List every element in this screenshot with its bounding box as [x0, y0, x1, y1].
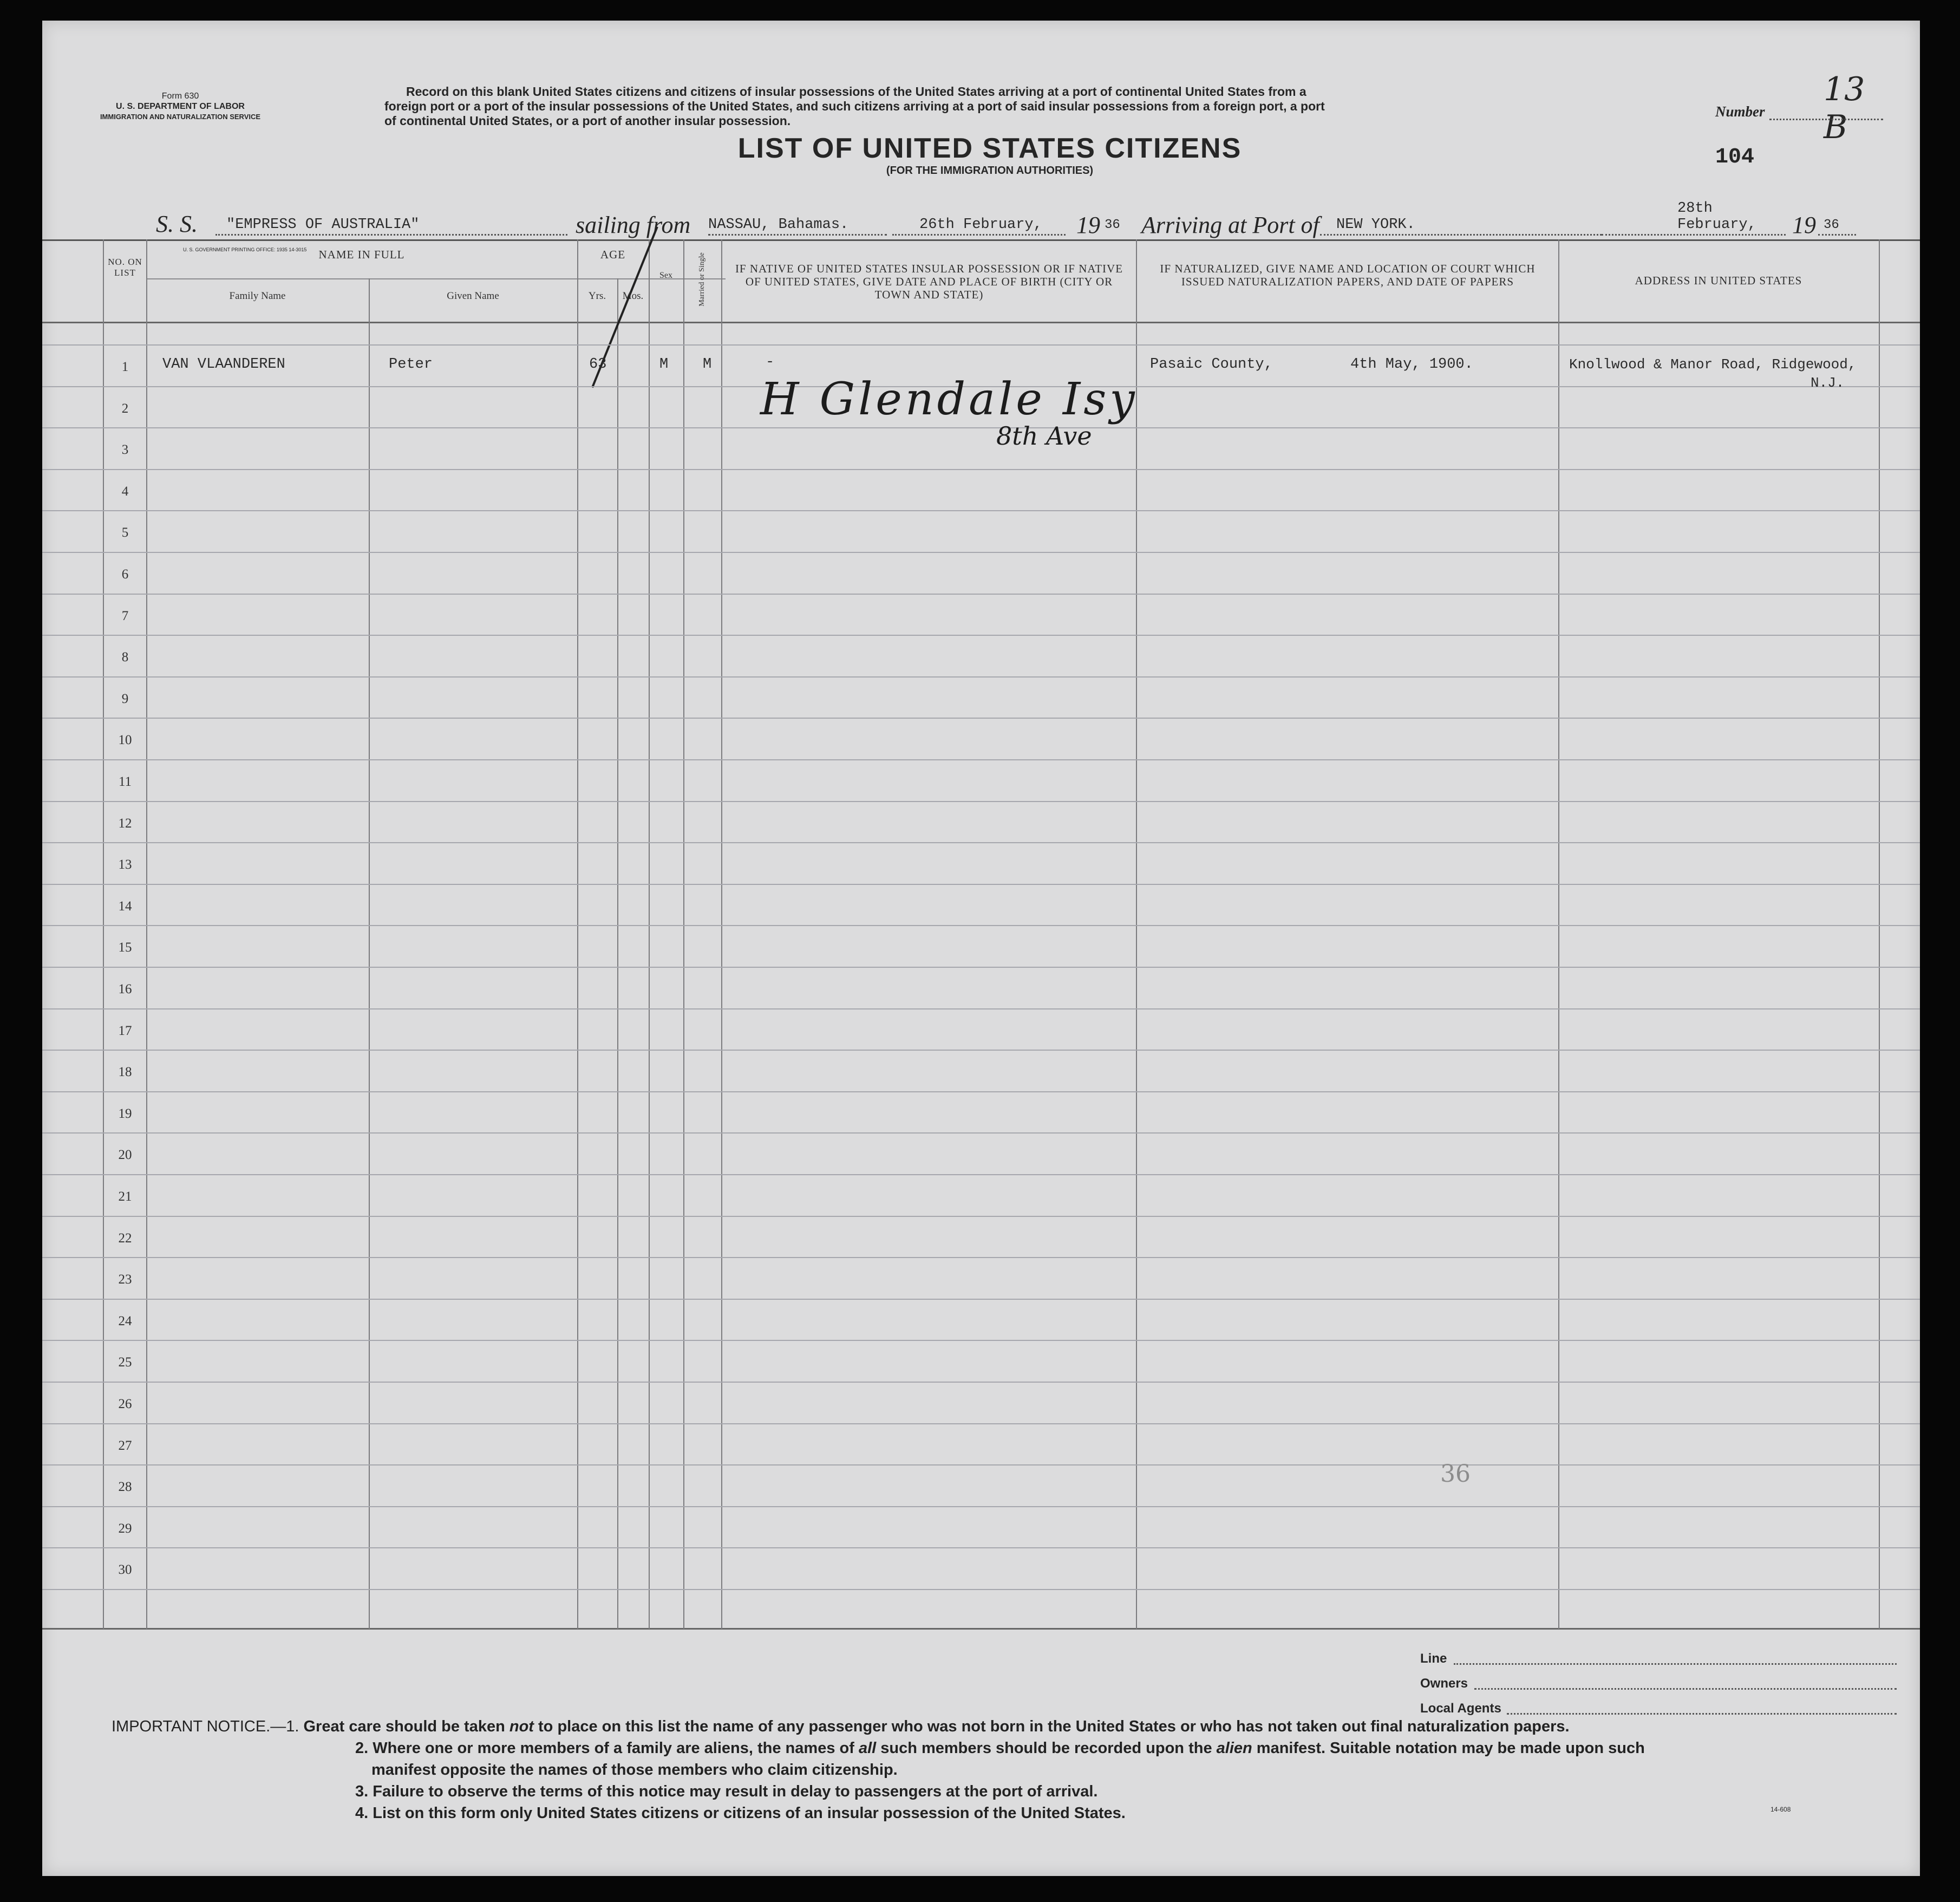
row-number: 26 — [118, 1397, 132, 1411]
line-field — [1420, 1646, 1897, 1671]
row-rule — [42, 842, 1920, 843]
row-rule — [42, 1174, 1920, 1175]
row-number: 30 — [118, 1562, 132, 1577]
notice-title: IMPORTANT NOTICE.—1. — [112, 1718, 299, 1735]
header-naturalized: IF NATURALIZED, GIVE NAME AND LOCATION OF COURT WHICH ISSUED NATURALIZATION PAPERS, AND DATE OF PAPERS — [1160, 262, 1536, 288]
agents-label: Local Agents — [1420, 1701, 1501, 1716]
notice-3-number: 3. — [355, 1783, 369, 1800]
row-number: 18 — [118, 1065, 132, 1079]
important-notice — [112, 1716, 1898, 1824]
row-rule — [42, 1464, 1920, 1465]
row-rule — [42, 427, 1920, 428]
entry-court: Pasaic County, — [1150, 356, 1273, 373]
arrive-date: 28th February, — [1677, 200, 1756, 233]
form-code: 14-608 — [1770, 1806, 1791, 1813]
depart-date: 26th February, — [919, 217, 1042, 233]
depart-year: 36 — [1105, 218, 1120, 232]
row-number: 24 — [118, 1314, 132, 1328]
row-number: 7 — [121, 609, 129, 623]
header-sex: Sex — [659, 271, 672, 280]
handwritten-note: H Glendale Isy — [760, 374, 1138, 425]
name-subheader-line — [146, 278, 726, 279]
row-rule — [42, 759, 1920, 760]
row-number: 25 — [118, 1355, 132, 1370]
notice-1-emphasis: not — [509, 1718, 534, 1735]
row-number: 10 — [118, 733, 132, 747]
agents-underline — [1507, 1713, 1897, 1715]
row-number: 28 — [118, 1480, 132, 1494]
department-name: U. S. DEPARTMENT OF LABOR — [116, 102, 245, 111]
row-number: 15 — [118, 940, 132, 955]
row-rule — [42, 1340, 1920, 1341]
owners-underline — [1474, 1688, 1897, 1690]
from-port: NASSAU, Bahamas. — [708, 217, 849, 233]
col-divider — [577, 239, 578, 1629]
row-rule — [42, 1257, 1920, 1258]
row-rule — [42, 1423, 1920, 1424]
row-rule — [42, 1216, 1920, 1217]
notice-item-4 — [112, 1802, 1898, 1824]
row-number: 12 — [118, 816, 132, 831]
col-divider — [369, 278, 370, 1629]
entry-address-line2: N.J. — [1811, 375, 1845, 391]
service-name: IMMIGRATION AND NATURALIZATION SERVICE — [100, 113, 261, 121]
notice-2-text-b: such members should be recorded upon the — [876, 1740, 1217, 1757]
notice-2-number: 2. — [355, 1740, 369, 1757]
row-rule — [42, 1506, 1920, 1507]
owners-label: Owners — [1420, 1676, 1468, 1691]
row-rule — [42, 469, 1920, 470]
notice-item-3 — [112, 1781, 1898, 1802]
notice-4-text: List on this form only United States citizens or citizens of an insular possession of the United States. — [373, 1805, 1126, 1822]
row-rule — [42, 1008, 1920, 1009]
row-number: 5 — [121, 525, 129, 540]
entry-married: M — [703, 356, 712, 373]
row-number: 19 — [118, 1106, 132, 1121]
notice-2-text-a: Where one or more members of a family are aliens, the names of — [373, 1740, 859, 1757]
instruction-line: foreign port or a port of the insular possessions of the United States, and such citizens arriving at a port of said insular possessions from a foreign port, a port — [384, 99, 1325, 113]
row-number: 2 — [121, 401, 129, 416]
arrival-port: NEW YORK. — [1336, 217, 1415, 233]
entry-birthplace: - — [766, 354, 775, 370]
depart-year-prefix: 19 — [1076, 212, 1100, 238]
notice-2-emphasis-all: all — [858, 1740, 877, 1757]
entry-family-name: VAN VLAANDEREN — [162, 356, 285, 373]
notice-4-number: 4. — [355, 1805, 369, 1822]
row-number: 16 — [118, 982, 132, 996]
footer-fields — [1420, 1646, 1897, 1721]
table-bottom-border — [42, 1628, 1920, 1630]
arriving-label: Arriving at Port of — [1141, 212, 1319, 238]
entry-age-years: 63 — [589, 356, 607, 373]
row-number: 6 — [121, 567, 129, 582]
row-rule — [42, 884, 1920, 885]
ship-name: "EMPRESS OF AUSTRALIA" — [226, 217, 420, 233]
row-rule — [42, 967, 1920, 968]
col-divider — [721, 239, 722, 1629]
entry-given-name: Peter — [389, 356, 433, 373]
col-divider — [649, 239, 650, 1629]
owners-field — [1420, 1671, 1897, 1696]
manifest-sheet — [42, 21, 1920, 1876]
row-rule — [42, 801, 1920, 802]
row-rule — [42, 1132, 1920, 1134]
number-value: 13 B — [1824, 70, 1865, 146]
header-age: AGE — [600, 248, 626, 261]
line-underline — [1454, 1663, 1897, 1665]
instruction-line: Record on this blank United States citizens and citizens of insular possessions of the United States arriving at a port of continental United States from a — [406, 84, 1306, 99]
ss-label: S. S. — [156, 211, 198, 237]
list-number: 104 — [1715, 145, 1755, 170]
sailing-label: sailing from — [576, 212, 691, 238]
row-rule — [42, 635, 1920, 636]
handwritten-subnote: 8th Ave — [996, 421, 1092, 451]
col-divider — [1879, 239, 1880, 1629]
row-number: 8 — [121, 650, 129, 665]
notice-3-text: Failure to observe the terms of this notice may result in delay to passengers at the port of arrival. — [373, 1783, 1098, 1800]
table-top-border — [42, 239, 1920, 241]
row-rule — [42, 1382, 1920, 1383]
header-married-single: Married or Single — [698, 252, 706, 307]
passenger-table — [42, 21, 1920, 1876]
row-number: 20 — [118, 1148, 132, 1162]
form-number: Form 630 — [161, 92, 199, 101]
row-number: 9 — [121, 692, 129, 706]
header-mos: Mos. — [622, 290, 644, 302]
row-rule — [42, 552, 1920, 553]
row-number: 4 — [121, 484, 129, 499]
header-address: ADDRESS IN UNITED STATES — [1635, 274, 1802, 287]
notice-1-text-a: Great care should be taken — [303, 1718, 509, 1735]
row-number: 1 — [121, 360, 129, 374]
col-divider — [617, 278, 618, 1629]
row-number: 17 — [118, 1024, 132, 1038]
row-number: 29 — [118, 1521, 132, 1536]
row-number: 27 — [118, 1438, 132, 1453]
row-rule — [42, 1050, 1920, 1051]
arrive-year: 36 — [1824, 218, 1839, 232]
row-rule — [42, 676, 1920, 678]
col-divider — [1558, 239, 1559, 1629]
notice-2-text-c: manifest. Suitable notation may be made upon such — [1252, 1740, 1645, 1757]
header-name-in-full: NAME IN FULL — [318, 248, 405, 261]
header-bottom-border — [42, 322, 1920, 323]
notice-item-1 — [112, 1716, 1898, 1737]
notice-2-text-d: manifest opposite the names of those members who claim citizenship. — [371, 1761, 898, 1779]
entry-address-line1: Knollwood & Manor Road, Ridgewood, — [1569, 356, 1857, 373]
form-subtitle: (FOR THE IMMIGRATION AUTHORITIES) — [886, 165, 1094, 177]
form-title: LIST OF UNITED STATES CITIZENS — [737, 133, 1242, 164]
row-rule — [42, 1589, 1920, 1590]
header-family-name: Family Name — [229, 290, 286, 302]
row-rule — [42, 344, 1920, 346]
row-rule — [42, 925, 1920, 926]
row-number: 22 — [118, 1231, 132, 1246]
printing-office-note: U. S. GOVERNMENT PRINTING OFFICE: 1935 14-3015 — [183, 247, 307, 252]
stamp-number: 36 — [1440, 1460, 1471, 1488]
row-number: 11 — [118, 774, 132, 789]
line-label: Line — [1420, 1651, 1447, 1666]
header-given-name: Given Name — [447, 290, 499, 302]
row-number: 14 — [118, 899, 132, 914]
row-rule — [42, 510, 1920, 511]
row-number: 21 — [118, 1189, 132, 1204]
header-yrs: Yrs. — [588, 290, 606, 302]
entry-sex: M — [659, 356, 669, 373]
row-rule — [42, 718, 1920, 719]
row-rule — [42, 1091, 1920, 1092]
row-rule — [42, 1299, 1920, 1300]
arrive-year-prefix: 19 — [1792, 212, 1816, 238]
row-number: 23 — [118, 1272, 132, 1287]
header-native: IF NATIVE OF UNITED STATES INSULAR POSSESSION OR IF NATIVE OF UNITED STATES, GIVE DATE AND PLACE OF BIRTH (CITY OR TOWN AND STATE) — [735, 262, 1123, 301]
header-no-on-list: NO. ON LIST — [108, 257, 142, 278]
notice-1-text-b: to place on this list the name of any passenger who was not born in the United States or who has not taken out final naturalization papers. — [533, 1718, 1570, 1735]
number-label: Number — [1715, 103, 1765, 120]
row-rule — [42, 1547, 1920, 1548]
col-divider — [1136, 239, 1137, 1629]
row-rule — [42, 594, 1920, 595]
entry-papers-date: 4th May, 1900. — [1350, 356, 1473, 373]
notice-2-emphasis-alien: alien — [1216, 1740, 1252, 1757]
row-number: 3 — [121, 442, 129, 457]
instruction-line: of continental United States, or a port of another insular possession. — [384, 114, 791, 128]
row-number: 13 — [118, 857, 132, 872]
notice-item-2 — [112, 1737, 1898, 1781]
col-divider — [683, 239, 684, 1629]
